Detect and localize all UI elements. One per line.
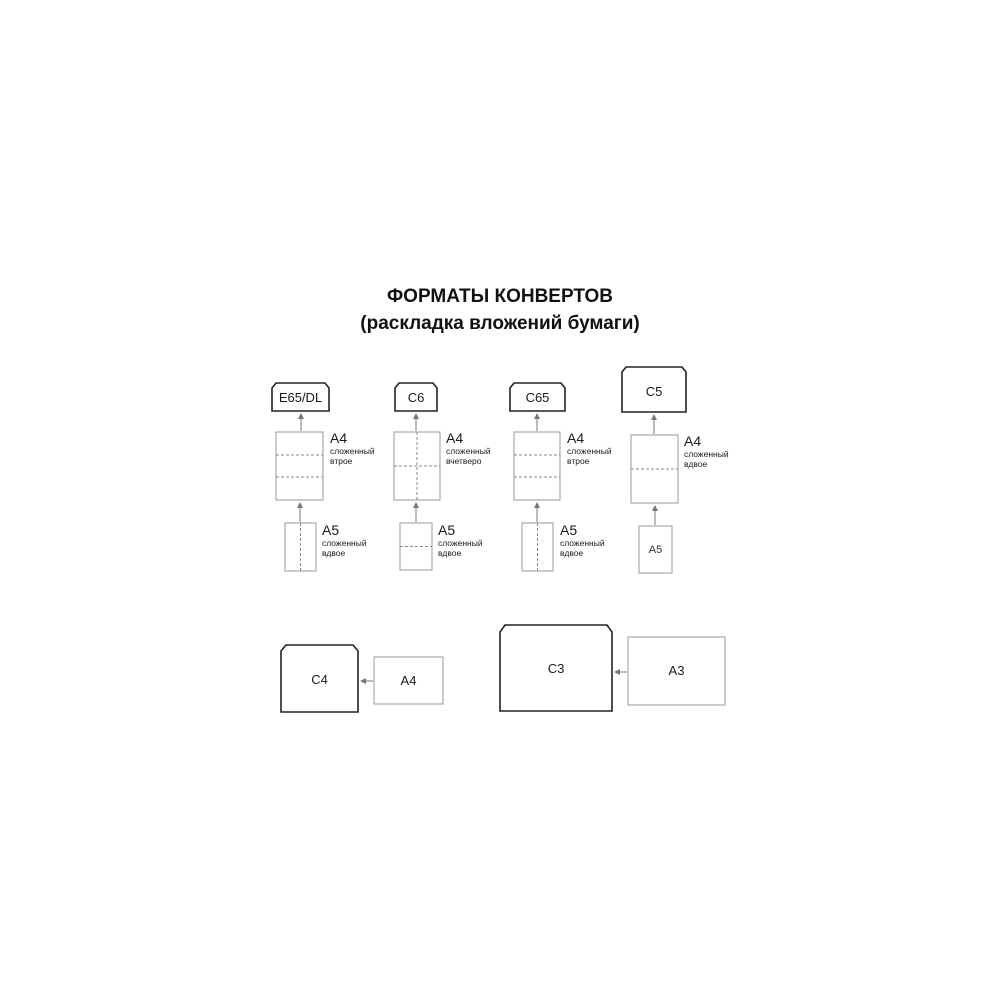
diagram-subtitle: (раскладка вложений бумаги) — [360, 313, 640, 334]
fold-note: сложенный — [684, 449, 729, 459]
fold-note: вдвое — [438, 548, 462, 558]
fold-note: сложенный — [560, 538, 605, 548]
column-c5 — [622, 367, 729, 573]
fold-note: вдвое — [684, 459, 708, 469]
fold-note: втрое — [567, 456, 590, 466]
envelope-e65-dl-label: E65/DL — [278, 390, 323, 405]
fold-note: сложенный — [438, 538, 483, 548]
sheet-label-a4: A4 — [446, 430, 464, 446]
sheet-label-a5: A5 — [438, 522, 456, 538]
group-c3 — [500, 625, 725, 711]
column-e65-dl — [272, 383, 375, 571]
envelope-c4-label: C4 — [311, 672, 328, 687]
sheet-label-a5: A5 — [322, 522, 340, 538]
envelope-c3-label: C3 — [547, 661, 565, 676]
sheet-label-a4: A4 — [684, 433, 702, 449]
fold-note: сложенный — [567, 446, 612, 456]
fold-note: сложенный — [446, 446, 491, 456]
fold-note: сложенный — [322, 538, 367, 548]
column-c6 — [394, 383, 491, 570]
sheet-label-a4: A4 — [330, 430, 348, 446]
envelope-c6-label: C6 — [407, 390, 425, 405]
fold-note: вдвое — [322, 548, 346, 558]
diagram-title: ФОРМАТЫ КОНВЕРТОВ — [386, 286, 614, 307]
sheet-a4-folded-thrice — [514, 432, 560, 500]
fold-note: втрое — [330, 456, 353, 466]
envelope-c5-label: C5 — [645, 384, 663, 399]
envelope-c65-label: C65 — [525, 390, 550, 405]
fold-note: вдвое — [560, 548, 584, 558]
sheet-label-a5: A5 — [560, 522, 578, 538]
sheet-label-a5: A5 — [648, 544, 663, 556]
sheet-label-a3: A3 — [668, 663, 685, 678]
sheet-label-a4: A4 — [567, 430, 585, 446]
sheet-a4-folded-thrice — [276, 432, 323, 500]
group-c4 — [281, 645, 443, 712]
fold-note: сложенный — [330, 446, 375, 456]
sheet-label-a4: A4 — [400, 673, 417, 688]
fold-note: вчетверо — [446, 456, 482, 466]
column-c65 — [510, 383, 612, 571]
